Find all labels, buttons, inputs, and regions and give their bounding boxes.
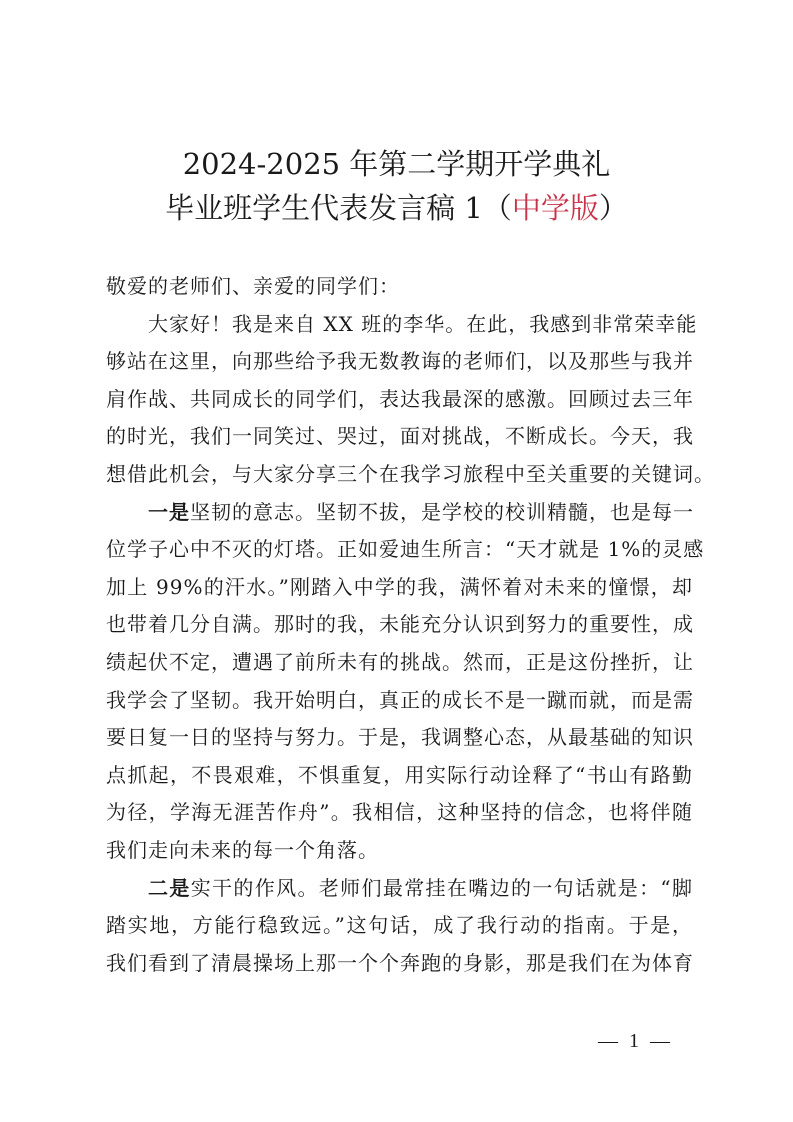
paragraph-line: 点抓起，不畏艰难，不惧重复，用实际行动诠释了“书山有路勤 bbox=[106, 762, 693, 787]
title-line-2 bbox=[0, 186, 793, 230]
paragraph-line: 位学子心中不灭的灯塔。正如爱迪生所言：“天才就是 1%的灵感 bbox=[106, 537, 705, 562]
paragraph-line bbox=[106, 494, 693, 532]
document-title bbox=[0, 142, 793, 230]
paragraph-line: 我们看到了清晨操场上那一个个奔跑的身影，那是我们在为体育 bbox=[106, 950, 694, 975]
paragraph-greeting bbox=[106, 306, 715, 494]
paragraph-line-rest: 实干的作风。老师们最常挂在嘴边的一句话就是：“脚 bbox=[190, 875, 693, 900]
title-edition-highlight: 中学版 bbox=[511, 191, 599, 225]
keyword-lead: 二是 bbox=[148, 875, 191, 900]
paragraph-line: 我学会了坚韧。我开始明白，真正的成长不是一蹴而就，而是需 bbox=[106, 687, 694, 712]
title-line-1: 2024-2025 年第二学期开学典礼 bbox=[182, 147, 611, 181]
paragraph-line: 绩起伏不定，遭遇了前所未有的挑战。然而，正是这份挫折，让 bbox=[106, 649, 694, 674]
keyword-lead: 一是 bbox=[148, 499, 190, 524]
paragraph-line: 要日复一日的坚持与努力。于是，我调整心态，从最基础的知识 bbox=[106, 725, 694, 750]
paragraph-line: 我们走向未来的每一个角落。 bbox=[106, 837, 379, 862]
paragraph-line: 为径，学海无涯苦作舟”。我相信，这种坚持的信念，也将伴随 bbox=[106, 800, 693, 825]
title-line-2-close: ） bbox=[598, 191, 628, 225]
title-line-2-main: 毕业班学生代表发言稿 1（ bbox=[165, 191, 512, 225]
paragraph-line: 踏实地，方能行稳致远。”这句话，成了我行动的指南。于是， bbox=[106, 913, 693, 938]
paragraph-line: 大家好！我是来自 XX 班的李华。在此，我感到非常荣幸能 bbox=[148, 311, 698, 336]
paragraph-line bbox=[106, 870, 693, 908]
paragraph-line: 也带着几分自满。那时的我，未能充分认识到努力的重要性，成 bbox=[106, 612, 694, 637]
salutation: 敬爱的老师们、亲爱的同学们： bbox=[106, 274, 400, 298]
paragraph-line: 加上 99%的汗水。”刚踏入中学的我，满怀着对未来的憧憬，却 bbox=[106, 574, 693, 599]
paragraph-perseverance bbox=[106, 494, 705, 870]
document-body bbox=[106, 268, 715, 982]
paragraph-line: 的时光，我们一同笑过、哭过，面对挑战，不断成长。今天，我 bbox=[106, 424, 694, 449]
page-number: — 1 — bbox=[598, 1030, 670, 1052]
paragraph-hard-work bbox=[106, 870, 693, 983]
paragraph-line: 够站在这里，向那些给予我无数教诲的老师们，以及那些与我并 bbox=[106, 349, 694, 374]
paragraph-line: 想借此机会，与大家分享三个在我学习旅程中至关重要的关键词。 bbox=[106, 461, 715, 486]
paragraph-line: 肩作战、共同成长的同学们，表达我最深的感激。回顾过去三年 bbox=[106, 386, 694, 411]
paragraph-line-rest: 坚韧的意志。坚韧不拔，是学校的校训精髓，也是每一 bbox=[190, 499, 694, 524]
